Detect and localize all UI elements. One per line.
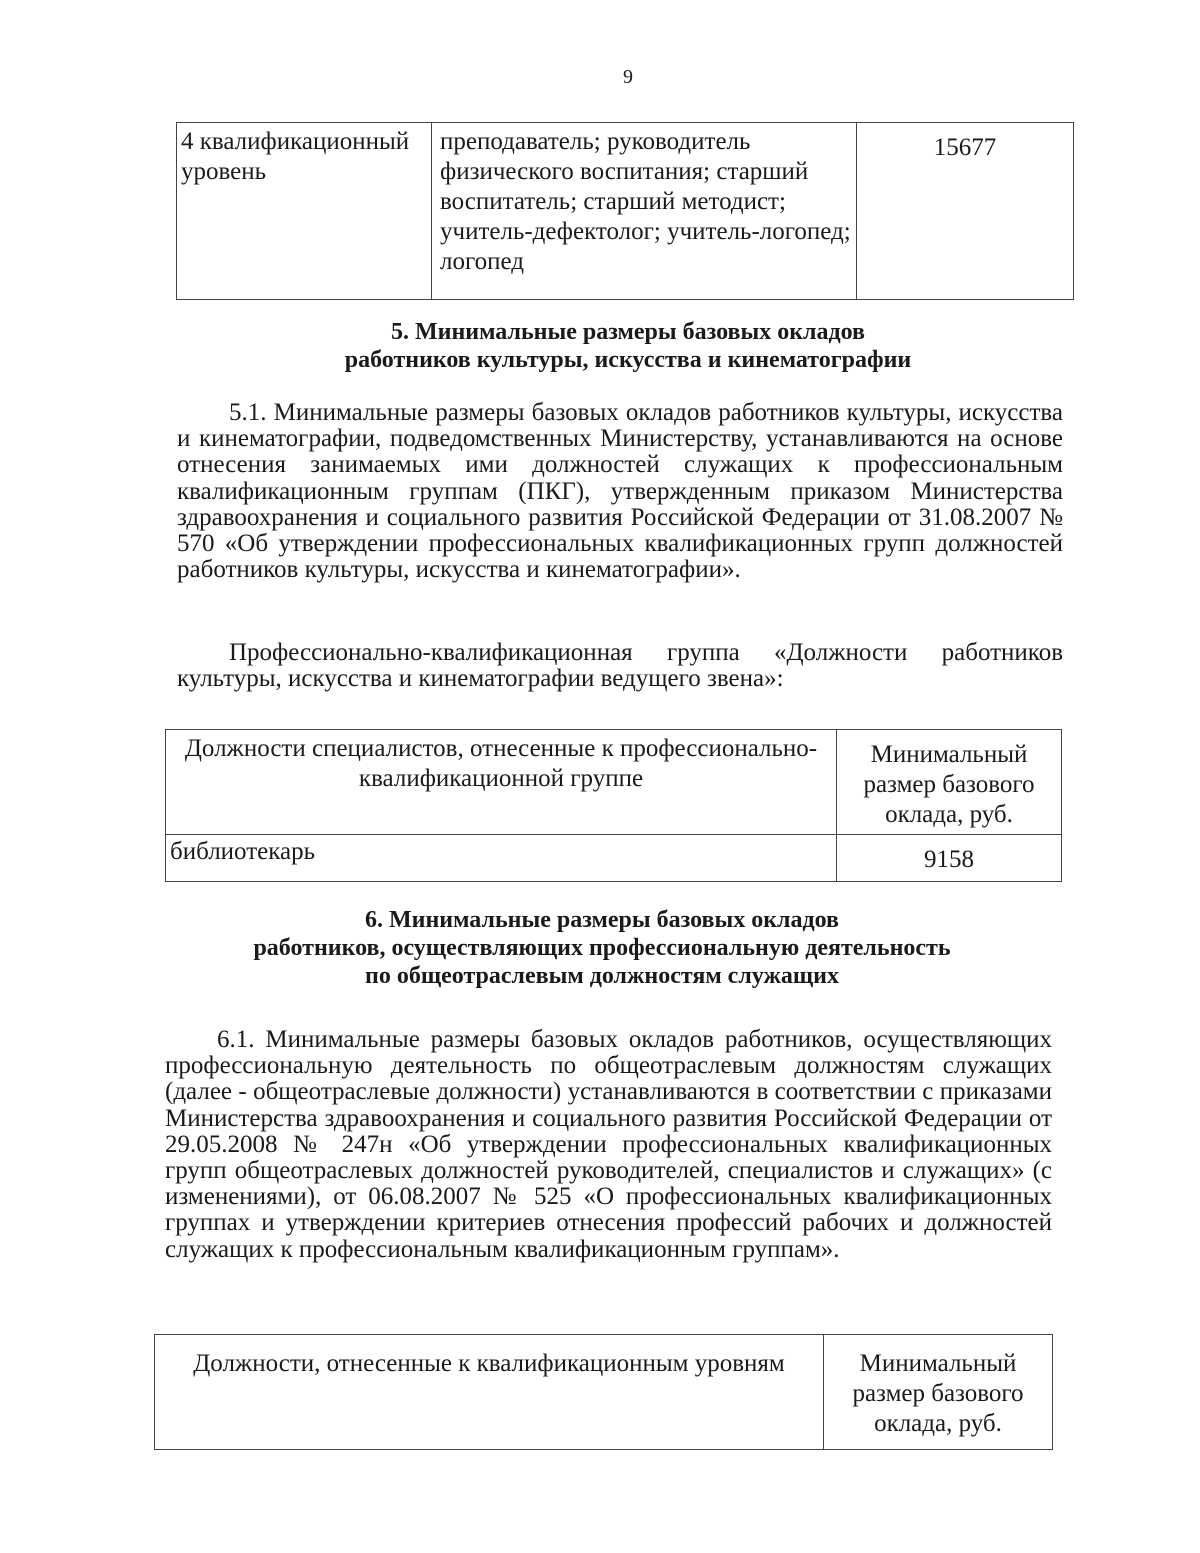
culture-positions-table bbox=[165, 729, 1062, 882]
section-5-heading bbox=[0, 318, 1200, 374]
qualification-level-table bbox=[176, 122, 1074, 300]
paragraph-5-1: 5.1. Минимальные размеры базовых окладов работников культуры, искусства и кинематографии, подведомственных Министерству, устанавливаются на основе отнесения занимаемых ими должностей служащих к профессиональным квалификационным группам (ПКГ), утвержденным приказом Министерства здравоохранения и социального развития Российской Федерации от 31.08.2007 № 570 «Об утверждении профессиональных квалификационных групп должностей работников культуры, искусства и кинематографии». bbox=[177, 399, 1063, 584]
table-header-row bbox=[166, 730, 1062, 835]
section-5-heading-line-2: работников культуры, искусства и кинематографии bbox=[344, 347, 912, 373]
section-6-heading-line-1: 6. Минимальные размеры базовых окладов bbox=[364, 907, 840, 933]
table-row bbox=[166, 835, 1062, 882]
paragraph-pkg: Профессионально-квалификационная группа «Должности работников культуры, искусства и кинематографии ведущего звена»: bbox=[177, 639, 1063, 693]
column-header-salary: Минимальный размер базового оклада, руб. bbox=[824, 1335, 1053, 1450]
column-header-positions: Должности специалистов, отнесенные к профессионально-квалификационной группе bbox=[166, 730, 837, 835]
position-cell: библиотекарь bbox=[166, 835, 837, 882]
section-6-heading bbox=[0, 906, 1200, 990]
positions-cell: преподаватель; руководитель физического воспитания; старший воспитатель; старший методист; учитель-дефектолог; учитель-логопед; логопед bbox=[432, 123, 857, 300]
salary-cell: 9158 bbox=[837, 835, 1062, 882]
page-number: 9 bbox=[623, 66, 633, 88]
salary-cell: 15677 bbox=[857, 123, 1074, 300]
column-header-positions: Должности, отнесенные к квалификационным уровням bbox=[155, 1335, 824, 1450]
qualification-level-cell: 4 квалификационный уровень bbox=[177, 123, 432, 300]
section-6-heading-line-3: по общеотраслевым должностям служащих bbox=[365, 963, 839, 989]
paragraph-6-1: 6.1. Минимальные размеры базовых окладов работников, осуществляющих профессиональную деятельность по общеотраслевым должностям служащих (далее - общеотраслевые должности) устанавливаются в соответствии с приказами Министерства здравоохранения и социального развития Российской Федерации от 29.05.2008 № 247н «Об утверждении профессиональных квалификационных групп общеотраслевых должностей руководителей, специалистов и служащих» (с изменениями), от 06.08.2007 № 525 «О профессиональных квалификационных группах и утверждении критериев отнесения профессий рабочих и должностей служащих к профессиональным квалификационным группам». bbox=[165, 1026, 1052, 1263]
section-6-heading-line-2: работников, осуществляющих профессиональную деятельность bbox=[253, 935, 951, 961]
general-positions-table bbox=[154, 1334, 1053, 1450]
table-header-row bbox=[155, 1335, 1053, 1450]
section-5-heading-line-1: 5. Минимальные размеры базовых окладов bbox=[390, 319, 866, 345]
column-header-salary: Минимальный размер базового оклада, руб. bbox=[837, 730, 1062, 835]
table-row bbox=[177, 123, 1074, 300]
